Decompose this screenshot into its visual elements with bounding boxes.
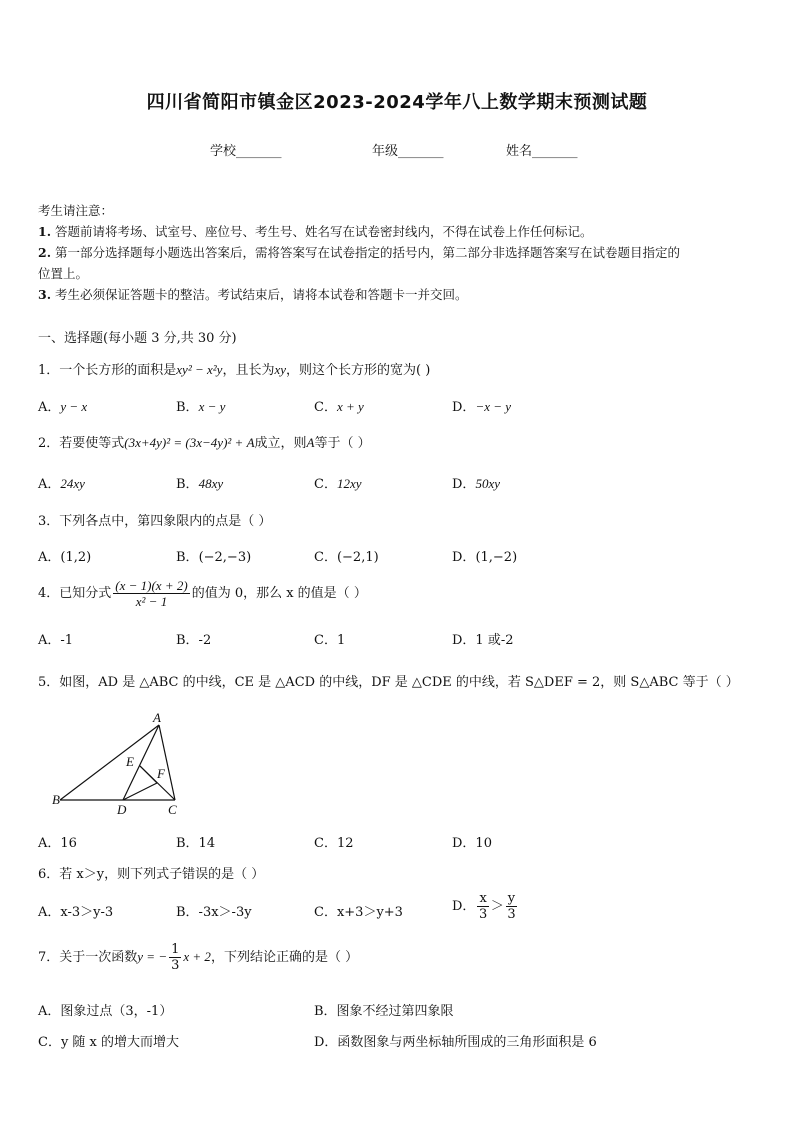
q2-var: A (306, 435, 315, 450)
q3-d-value: (1,−2) (475, 550, 518, 565)
question-1 (38, 359, 430, 378)
q1-expr: xy² − x²y (176, 362, 223, 377)
q4-option-b[interactable]: B．-2 (176, 633, 212, 648)
q2-c-label: C． (314, 477, 337, 492)
label-f: F (157, 766, 165, 781)
q1-a-value: y − x (60, 399, 88, 414)
label-d: D (117, 802, 127, 817)
q5-option-a[interactable]: A．16 (38, 836, 77, 851)
q7-frac-den: 3 (171, 958, 180, 973)
q1-b-value: x − y (198, 399, 226, 414)
notice-num-3: 3. (38, 287, 52, 302)
q2-option-b[interactable] (176, 473, 223, 492)
segment-ef (140, 766, 157, 783)
q1-text: 1．一个长方形的面积是 (38, 363, 177, 378)
q3-option-c[interactable] (314, 546, 379, 565)
q7-option-d[interactable]: D．函数图象与两坐标轴所围成的三角形面积是 6 (314, 1035, 597, 1050)
q1-d-label: D． (452, 400, 476, 415)
question-4 (38, 578, 367, 609)
q6-d-den1: 3 (478, 907, 488, 922)
name-field[interactable]: 姓名_______ (506, 144, 578, 159)
edge-ba (60, 725, 159, 800)
notice-heading: 考生请注意： (38, 203, 114, 218)
q6-d-gt: ＞ (490, 899, 504, 914)
q2-post: 成立，则 (254, 436, 307, 451)
q5-option-c[interactable]: C．12 (314, 836, 354, 851)
notice-text-1: 答题前请将考场、试室号、座位号、考生号、姓名写在试卷密封线内，不得在试卷上作任何标记。 (55, 224, 593, 239)
q3-c-label: C． (314, 550, 337, 565)
label-c: C (168, 802, 177, 817)
label-a: A (153, 710, 161, 725)
q1-post: ，则这个长方形的宽为( ) (286, 363, 431, 378)
q4-option-d[interactable]: D．1 或-2 (452, 633, 514, 648)
q2-a-value: 24xy (60, 476, 85, 491)
q5-option-d[interactable]: D．10 (452, 836, 492, 851)
q3-d-label: D． (452, 550, 476, 565)
q7-post: ，下列结论正确的是（ ） (210, 950, 359, 965)
notice-text-2: 第一部分选择题每小题选出答案后，需将答案写在试卷指定的括号内，第二部分非选择题答案写在试卷题目指定的 (55, 245, 681, 260)
q7-option-a[interactable]: A．图象过点（3，-1） (38, 1004, 173, 1019)
q2-option-a[interactable] (38, 473, 85, 492)
question-3: 3．下列各点中，第四象限内的点是（ ） (38, 514, 272, 529)
label-b: B (52, 792, 60, 807)
q2-b-value: 48xy (198, 476, 224, 491)
q2-d-value: 50xy (475, 476, 500, 491)
q3-option-b[interactable] (176, 546, 251, 565)
q2-option-d[interactable] (452, 473, 500, 492)
q3-a-label: A． (38, 550, 61, 565)
q1-option-d[interactable] (452, 396, 511, 415)
q7-expr-right: x + 2 (183, 949, 211, 964)
q2-a-label: A． (38, 477, 61, 492)
q5-option-b[interactable]: B．14 (176, 836, 216, 851)
q6-option-a[interactable]: A．x-3＞y-3 (38, 905, 114, 920)
q6-d-num2: y (507, 891, 516, 906)
q3-option-a[interactable] (38, 546, 91, 565)
q1-d-value: −x − y (475, 399, 512, 414)
q4-fraction (113, 578, 189, 609)
edge-ac (159, 725, 175, 800)
notice-num-2: 2. (38, 245, 52, 260)
q7-option-c[interactable]: C．y 随 x 的增大而增大 (38, 1035, 180, 1050)
grade-field[interactable]: 年级_______ (372, 144, 444, 159)
q4-option-c[interactable]: C．1 (314, 633, 346, 648)
q6-d-frac1 (477, 891, 488, 922)
q6-d-num1: x (479, 891, 487, 906)
q2-option-c[interactable] (314, 473, 362, 492)
q2-c-value: 12xy (336, 476, 362, 491)
q3-b-value: (−2,−3) (198, 550, 252, 565)
notice-num-1: 1. (38, 224, 52, 239)
notice-text-3: 考生必须保证答题卡的整洁。考试结束后，请将本试卷和答题卡一并交回。 (55, 287, 468, 302)
page-title: 四川省简阳市镇金区2023-2024学年八上数学期末预测试题 (146, 92, 648, 113)
question-2 (38, 432, 371, 451)
q1-a-label: A． (38, 400, 61, 415)
q7-option-b[interactable]: B．图象不经过第四象限 (314, 1004, 454, 1019)
notice-item-1 (38, 221, 593, 242)
q3-c-value: (−2,1) (336, 550, 379, 565)
q1-option-a[interactable] (38, 396, 87, 415)
q1-mid: ，且长为 (222, 363, 275, 378)
q2-text: 2．若要使等式 (38, 436, 125, 451)
median-df (123, 783, 157, 800)
q3-b-label: B． (176, 550, 199, 565)
q1-length: xy (274, 362, 286, 377)
school-field[interactable]: 学校_______ (210, 144, 282, 159)
q6-option-b[interactable]: B．-3x＞-3y (176, 905, 252, 920)
q2-tail: 等于（ ） (314, 436, 371, 451)
q4-text: 4．已知分式 (38, 586, 112, 601)
q4-numerator: (x − 1)(x + 2) (115, 578, 188, 593)
notice-item-3 (38, 284, 468, 305)
q4-post: 的值为 0，那么 x 的值是（ ） (191, 586, 367, 601)
question-6: 6．若 x＞y，则下列式子错误的是（ ） (38, 867, 265, 882)
q4-option-a[interactable]: A．-1 (38, 633, 74, 648)
q2-d-label: D． (452, 477, 476, 492)
question-7 (38, 942, 358, 973)
label-e: E (126, 754, 134, 769)
q1-c-value: x + y (336, 399, 364, 414)
q7-expr-left: y = − (137, 949, 168, 964)
q1-option-b[interactable] (176, 396, 225, 415)
q4-denominator: x² − 1 (135, 594, 168, 609)
q1-option-c[interactable] (314, 396, 364, 415)
q6-option-c[interactable]: C．x+3＞y+3 (314, 905, 403, 920)
q6-option-d[interactable] (452, 891, 519, 922)
section-heading: 一、选择题(每小题 3 分,共 30 分) (38, 331, 237, 346)
q6-d-frac2 (506, 891, 517, 922)
q1-b-label: B． (176, 400, 199, 415)
q2-b-label: B． (176, 477, 199, 492)
notice-item-2 (38, 242, 680, 263)
q3-a-value: (1,2) (60, 550, 92, 565)
q1-c-label: C． (314, 400, 337, 415)
q3-option-d[interactable] (452, 546, 517, 565)
question-5: 5．如图，AD 是 △ABC 的中线，CE 是 △ACD 的中线，DF 是 △CDE 的中线，若 S△DEF = 2，则 S△ABC 等于（ ） (38, 675, 739, 690)
q6-d-den2: 3 (507, 907, 516, 922)
triangle-figure (50, 708, 190, 820)
q7-fraction (169, 942, 181, 973)
q7-frac-num: 1 (171, 942, 180, 957)
q2-expr: (3x+4y)² = (3x−4y)² + A (124, 435, 255, 450)
q7-text: 7．关于一次函数 (38, 950, 138, 965)
notice-item-2-cont: 位置上。 (38, 266, 89, 281)
q6-d-label: D． (452, 899, 476, 914)
